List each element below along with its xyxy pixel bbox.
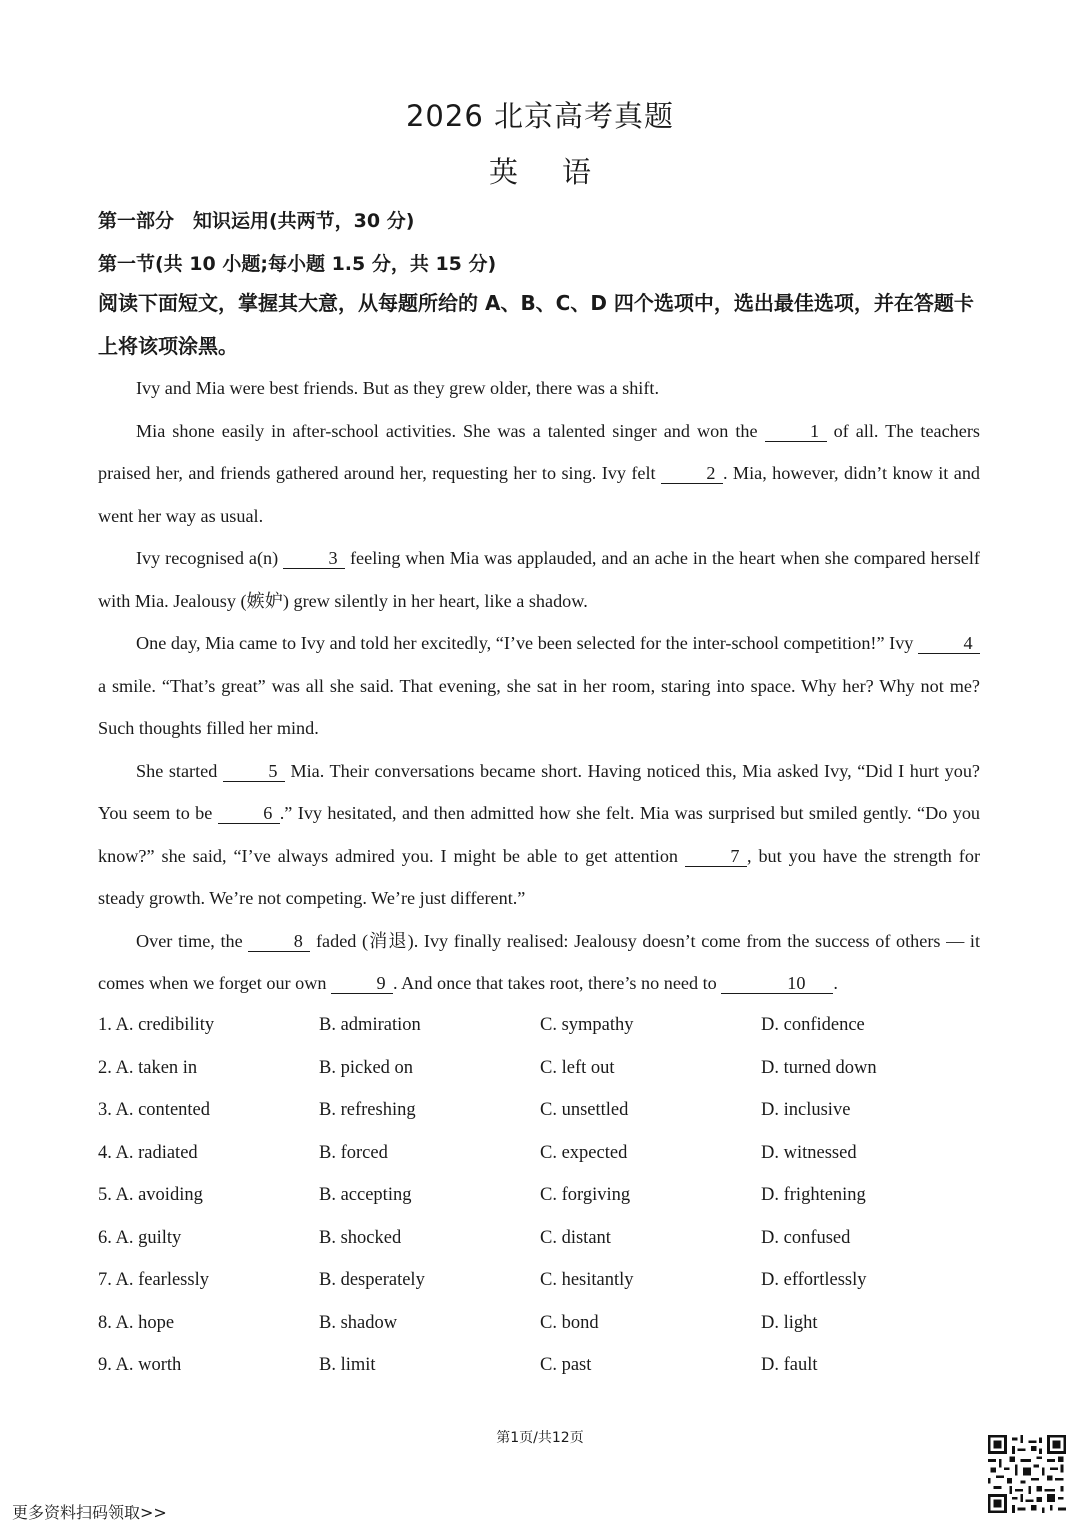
options-row-8 bbox=[98, 1302, 988, 1345]
option-d: D. fault bbox=[761, 1355, 818, 1375]
option-c: C. distant bbox=[540, 1227, 611, 1248]
subject-char: 英 bbox=[488, 155, 518, 189]
option-d: D. inclusive bbox=[761, 1100, 851, 1120]
blank-5: 5 bbox=[223, 761, 285, 782]
option-a: 6. A. guilty bbox=[98, 1227, 182, 1248]
blank-10: 10 bbox=[721, 973, 833, 994]
paragraph: Over time, the 8 faded (消退). Ivy finally realised: Jealousy doesn’t come from the success of others — it comes when we forget our own 9 . And once that takes root, there’s no need to 10 . bbox=[98, 930, 980, 993]
option-a: 8. A. hope bbox=[98, 1312, 175, 1333]
options-row-1 bbox=[98, 1004, 988, 1047]
paragraph: She started 5 Mia. Their conversations became short. Having noticed this, Mia asked Ivy, “Did I hurt you? You seem to be 6 .” Ivy hesitated, and then admitted how she felt. Mia was surprised but smiled gently. “Do you know?” she said, “I’ve always admired you. I might be able to get attention 7 , but you have the strength for steady growth. We’re not competing. We’re just different.” bbox=[98, 760, 981, 908]
option-b: B. forced bbox=[319, 1142, 388, 1163]
more-resources-link[interactable]: 更多资料扫码领取>> bbox=[12, 1503, 167, 1522]
options-list bbox=[98, 1004, 988, 1387]
option-a: 1. A. credibility bbox=[98, 1015, 215, 1035]
option-c: C. past bbox=[540, 1355, 592, 1375]
option-b: B. desperately bbox=[319, 1270, 425, 1290]
option-b: B. refreshing bbox=[319, 1100, 416, 1120]
passage bbox=[98, 367, 980, 1005]
paragraph: Mia shone easily in after-school activities. She was a talented singer and won the 1 of all. The teachers praised her, and friends gathered around her, requesting her to sing. Ivy felt 2 . Mia, however, didn’t know it and went her way as usual. bbox=[98, 420, 981, 526]
option-c: C. unsettled bbox=[540, 1100, 629, 1120]
paragraph: Ivy and Mia were best friends. But as they grew older, there was a shift. bbox=[136, 378, 660, 398]
option-c: C. expected bbox=[540, 1142, 628, 1163]
options-row-5 bbox=[98, 1174, 988, 1217]
blank-1: 1 bbox=[765, 421, 827, 442]
paragraph: Ivy recognised a(n) 3 feeling when Mia was applauded, and an ache in the heart when she compared herself with Mia. Jealousy (嫉妒) grew silently in her heart, like a shadow. bbox=[98, 548, 980, 611]
option-b: B. limit bbox=[319, 1355, 376, 1375]
option-d: D. effortlessly bbox=[761, 1270, 867, 1290]
option-a: 3. A. contented bbox=[98, 1100, 211, 1120]
option-a: 4. A. radiated bbox=[98, 1142, 198, 1163]
option-d: D. confused bbox=[761, 1227, 851, 1248]
options-row-2 bbox=[98, 1047, 988, 1090]
instruction-text: 阅读下面短文，掌握其大意，从每题所给的 A、B、C、D 四个选项中，选出最佳选项，并在答题卡上将该项涂黑。 bbox=[98, 291, 974, 358]
option-a: 2. A. taken in bbox=[98, 1057, 198, 1078]
option-d: D. witnessed bbox=[761, 1142, 857, 1163]
option-a: 9. A. worth bbox=[98, 1355, 182, 1375]
paragraph: One day, Mia came to Ivy and told her excitedly, “I’ve been selected for the inter-school competition!” Ivy 4 a smile. “That’s great” was all she said. That evening, she sat in her room, staring into space. Why her? Why not me? Such thoughts filled her mind. bbox=[98, 633, 980, 738]
blank-6: 6 bbox=[218, 803, 280, 824]
option-d: D. frightening bbox=[761, 1185, 866, 1205]
options-row-3 bbox=[98, 1089, 988, 1132]
option-d: D. light bbox=[761, 1312, 818, 1333]
subject-title bbox=[0, 150, 1080, 191]
qr-code-icon[interactable] bbox=[988, 1435, 1066, 1513]
option-b: B. admiration bbox=[319, 1015, 421, 1035]
options-row-6 bbox=[98, 1217, 988, 1260]
page-number: 第1页/共12页 bbox=[496, 1430, 584, 1446]
option-c: C. hesitantly bbox=[540, 1270, 634, 1290]
part-heading: 第一部分 知识运用(共两节，30 分) bbox=[98, 210, 415, 232]
option-a: 7. A. fearlessly bbox=[98, 1270, 209, 1290]
option-c: C. forgiving bbox=[540, 1185, 631, 1205]
blank-8: 8 bbox=[248, 931, 310, 952]
blank-2: 2 bbox=[661, 463, 723, 484]
section-heading: 第一节(共 10 小题;每小题 1.5 分，共 15 分) bbox=[98, 253, 497, 275]
option-c: C. bond bbox=[540, 1312, 599, 1333]
options-row-7 bbox=[98, 1259, 988, 1302]
option-b: B. accepting bbox=[319, 1185, 412, 1205]
options-row-4 bbox=[98, 1132, 988, 1175]
option-b: B. shadow bbox=[319, 1312, 398, 1333]
blank-7: 7 bbox=[685, 846, 747, 867]
option-a: 5. A. avoiding bbox=[98, 1185, 203, 1205]
option-d: D. confidence bbox=[761, 1015, 865, 1035]
option-c: C. left out bbox=[540, 1057, 615, 1078]
option-b: B. picked on bbox=[319, 1057, 414, 1078]
subject-char: 语 bbox=[562, 155, 592, 189]
option-b: B. shocked bbox=[319, 1227, 402, 1248]
blank-3: 3 bbox=[283, 548, 345, 569]
option-d: D. turned down bbox=[761, 1057, 877, 1078]
option-c: C. sympathy bbox=[540, 1015, 634, 1035]
options-row-9 bbox=[98, 1344, 988, 1387]
exam-title: 2026 北京高考真题 bbox=[405, 99, 675, 133]
blank-4: 4 bbox=[918, 633, 980, 654]
blank-9: 9 bbox=[331, 973, 393, 994]
